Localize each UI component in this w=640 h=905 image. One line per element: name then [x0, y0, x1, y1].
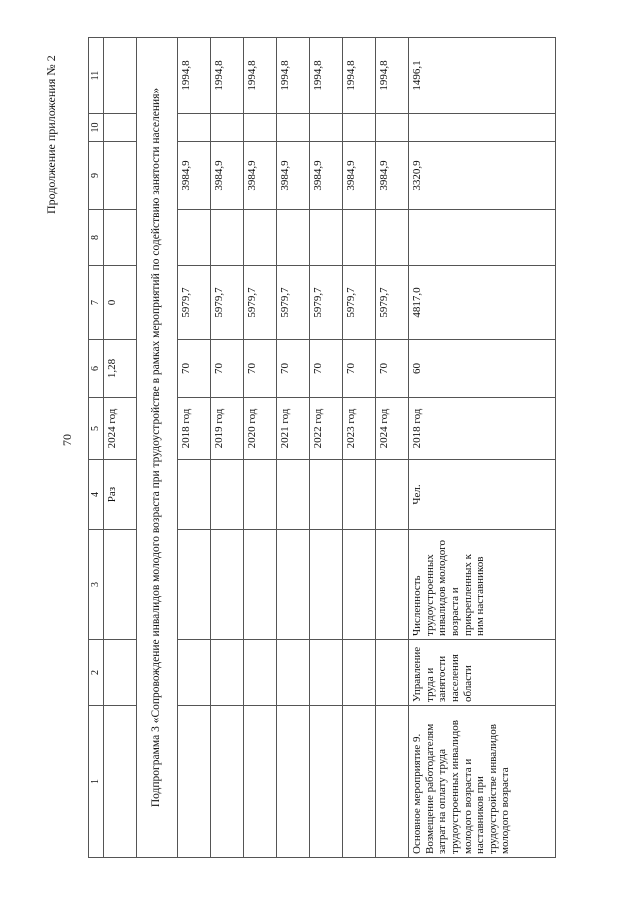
col-number: 3: [89, 530, 104, 640]
table-row: [104, 38, 137, 858]
table-row: [211, 38, 244, 858]
value-cell: 5979,7: [343, 266, 376, 340]
column-number-row: [89, 38, 104, 858]
year-cell: 2019 год: [211, 398, 244, 460]
value-cell: 70: [277, 340, 310, 398]
indicator-cell: Численность трудоустроенных инвалидов молодого возраста и прикрепленных к ним наставников: [409, 530, 556, 640]
value-cell: 3984,9: [244, 142, 277, 210]
col-number: 10: [89, 114, 104, 142]
value-cell: 3984,9: [343, 142, 376, 210]
value-cell: 70: [178, 340, 211, 398]
col-number: 4: [89, 460, 104, 530]
value-cell: 70: [376, 340, 409, 398]
year-cell: 2018 год: [409, 398, 556, 460]
value-cell: 3984,9: [178, 142, 211, 210]
value-cell: 1994,8: [277, 38, 310, 114]
value-cell: 70: [343, 340, 376, 398]
appendix-note: Продолжение приложения № 2: [44, 55, 58, 214]
table-row: [178, 38, 211, 858]
value-cell: 70: [310, 340, 343, 398]
value-cell: 3320,9: [409, 142, 556, 210]
value-cell: 5979,7: [310, 266, 343, 340]
value-cell: 1994,8: [244, 38, 277, 114]
value-cell: 5979,7: [178, 266, 211, 340]
col-number: 11: [89, 38, 104, 114]
year-cell: 2020 год: [244, 398, 277, 460]
value-cell: 1994,8: [211, 38, 244, 114]
col-number: 2: [89, 640, 104, 706]
value-cell: 1994,8: [310, 38, 343, 114]
col-number: 7: [89, 266, 104, 340]
table-row: [277, 38, 310, 858]
year-cell: 2018 год: [178, 398, 211, 460]
value-cell: 5979,7: [244, 266, 277, 340]
col-number: 1: [89, 706, 104, 858]
value-cell: 5979,7: [211, 266, 244, 340]
value-cell: 1994,8: [376, 38, 409, 114]
measure-row: [409, 38, 556, 858]
value-cell: 3984,9: [376, 142, 409, 210]
value-cell: 1,28: [104, 340, 137, 398]
table-row: [376, 38, 409, 858]
col-number: 9: [89, 142, 104, 210]
year-cell: 2023 год: [343, 398, 376, 460]
col-number: 6: [89, 340, 104, 398]
year-cell: 2022 год: [310, 398, 343, 460]
year-cell: 2024 год: [376, 398, 409, 460]
table-row: [244, 38, 277, 858]
value-cell: 60: [409, 340, 556, 398]
value-cell: 3984,9: [277, 142, 310, 210]
value-cell: 1994,8: [343, 38, 376, 114]
value-cell: 0: [104, 266, 137, 340]
value-cell: 5979,7: [277, 266, 310, 340]
subprogram-row: [137, 38, 178, 858]
rotated-table-sheet: [88, 38, 556, 858]
value-cell: 4817,0: [409, 266, 556, 340]
col-number: 5: [89, 398, 104, 460]
activity-cell: Основное мероприятие 9. Возмещение работодателям затрат на оплату труда трудоустроенных инвалидов молодого возраста и наставников при трудоустройстве инвалидов молодого возраста: [409, 706, 556, 858]
unit-cell: Чел.: [409, 460, 556, 530]
table-row: [310, 38, 343, 858]
page-number: 70: [60, 434, 74, 446]
program-table: [88, 37, 556, 858]
value-cell: 70: [244, 340, 277, 398]
value-cell: 70: [211, 340, 244, 398]
value-cell: 1496,1: [409, 38, 556, 114]
table-row: [343, 38, 376, 858]
year-cell: 2024 год: [104, 398, 137, 460]
year-cell: 2021 год: [277, 398, 310, 460]
value-cell: 5979,7: [376, 266, 409, 340]
executor-cell: Управление труда и занятости населения области: [409, 640, 556, 706]
unit-cell: Раз: [104, 460, 137, 530]
col-number: 8: [89, 210, 104, 266]
value-cell: 3984,9: [310, 142, 343, 210]
value-cell: 1994,8: [178, 38, 211, 114]
subprogram-title: Подпрограмма 3 «Сопровождение инвалидов молодого возраста при трудоустройстве в рамках мероприятий по содействию занятости населения»: [137, 38, 178, 858]
value-cell: 3984,9: [211, 142, 244, 210]
